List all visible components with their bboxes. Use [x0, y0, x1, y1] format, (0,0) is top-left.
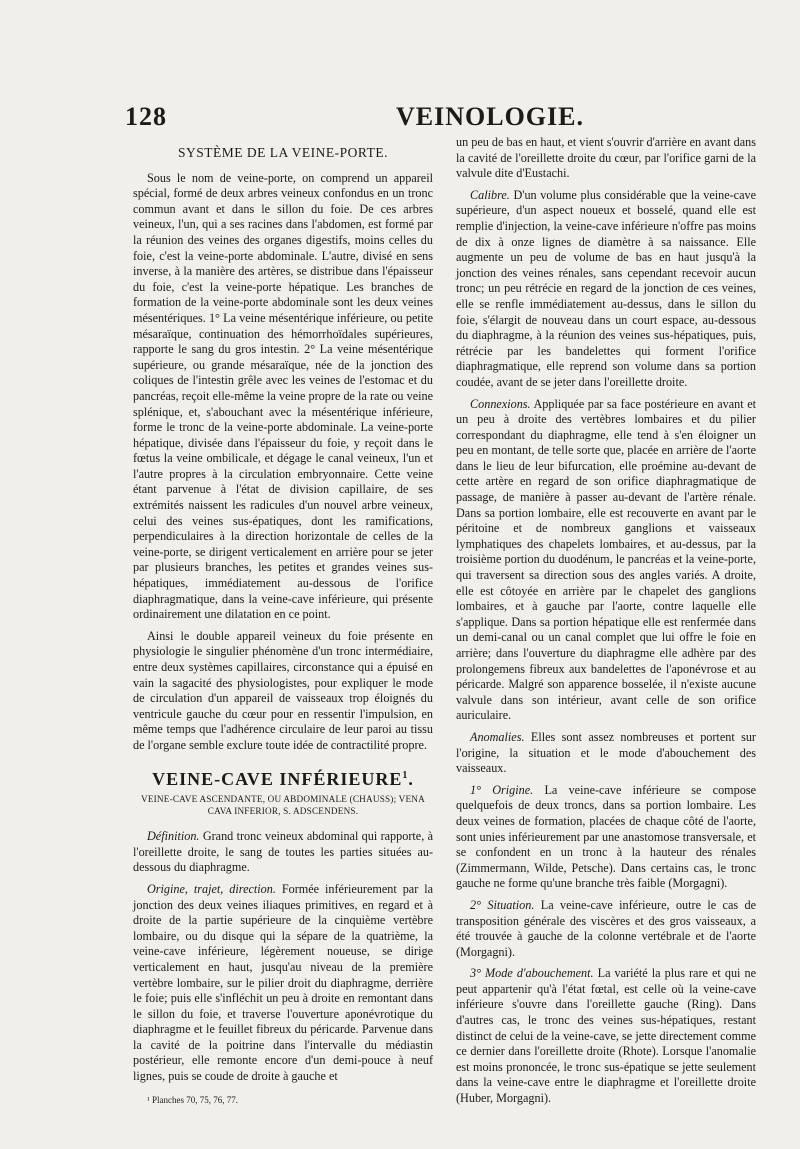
footnote: ¹ Planches 70, 75, 76, 77.: [147, 1094, 238, 1105]
paragraph-text: D'un volume plus considérable que la veine-cave supérieure, d'un aspect noueux et bosselé, quand elle est remplie d'injection, la veine-cave inférieure n'offre pas moins de dix à onze lignes de diamètre à sa naissance. Elle augmente un peu de volume de bas en haut jusqu'à la jonction des veines rénales, sans cependant recevoir aucun tronc; un peu rétrécie en regard de la jonction de ces veines, elle se renfle immédiatement au-dessus, dans le sillon du foie, s'élargit de nouveau dans un court espace, au-dessous du diaphragme, à la réunion des veines sus-hépatiques, puis, rétrécie par les bandelettes qui forment l'orifice diaphragmatique, elle reprend son volume dans sa portion coudée, avant de se jeter dans l'oreillette droite.: [456, 187, 756, 389]
chapter-title-text: VEINE-CAVE INFÉRIEURE: [152, 768, 403, 789]
paragraph-label: Origine, trajet, direction.: [147, 881, 276, 896]
paragraph-text: La veine-cave inférieure, outre le cas de transposition générale des viscères et des gros vaisseaux, a été trouvée à gauche de la colonne vertébrale et de l'aorte (Morgagni).: [456, 897, 756, 959]
paragraph-label: Définition.: [147, 829, 200, 844]
paragraph-label: Anomalies.: [470, 729, 525, 744]
paragraph-definition: [133, 829, 433, 876]
chapter-title: VEINE-CAVE INFÉRIEURE$^1$.: [152, 768, 414, 789]
page-number: 128: [125, 102, 167, 131]
running-head: VEINOLOGIE.: [396, 102, 584, 131]
paragraph-situation: [456, 898, 756, 960]
paragraph-calibre: [456, 188, 756, 391]
paragraph-text: Elles sont assez nombreuses et portent sur l'origine, la situation et le mode d'abouchement des vaisseaux.: [456, 729, 756, 776]
footnote-mark: 1: [402, 769, 409, 781]
synonyms-line: VEINE-CAVE ASCENDANTE, OU ABDOMINALE (CHAUSS); VENA CAVA INFERIOR, S. ADSCENDENS.: [141, 794, 425, 817]
paragraph-text: Formée inférieurement par la jonction des deux veines iliaques primitives, en regard et à droite de la partie supérieure de la cinquième vertèbre lombaire, ou du disque qui la sépare de la quatrième, la veine-cave inférieure, légèrement noueuse, se dirige verticalement en haut, jusqu'au niveau de la première vertèbre lombaire, sur le pilier droit du diaphragme, derrière le foie; puis elle s'infléchit un peu à droite en remontant dans le sillon du foie, et traverse l'ouverture aponévrotique du diaphragme et le feuillet fibreux du péricarde. Parvenue dans la cavité de la poitrine dans l'intervalle du médiastin postérieur, elle remonte encore d'un demi-pouce à neuf lignes, puis se coude de droite à gauche et: [133, 881, 433, 1084]
paragraph-origin: [133, 882, 433, 1085]
paragraph-text: La veine-cave inférieure se compose quelquefois de deux troncs, dans sa portion lombaire. Les deux veines de formation, placées de chaque côté de l'aorte, sont unies inférieurement par une anastomose transversale, et se confondent en un tronc à la hauteur des rénales (Zimmermann, Wilde, Petsche). Dans certains cas, le tronc gauche ne forme qu'une branche très faible (Morgagni).: [456, 782, 756, 891]
paragraph-label: 2° Situation.: [470, 897, 535, 912]
section-title: SYSTÈME DE LA VEINE-PORTE.: [178, 145, 388, 160]
right-column: [456, 135, 756, 1113]
paragraph-text: Appliquée par sa face postérieure en avant et un peu à droite des vertèbres lombaires et du pilier correspondant du diaphragme, elle tend à s'en éloigner un peu en montant, de telle sorte que, placée en arrière de l'aorte dans le lieu de leur bifurcation, elle proémine au-devant de cette artère en regard de son orifice diaphragmatique de passage, de manière à passer au-devant de l'artère rénale. Dans sa portion lombaire, elle est recouverte en avant par le péritoine et de nombreux ganglions et vaisseaux lymphatiques des chapelets lombaires, et au-dessus, par la troisième portion du duodénum, le pancréas et la veine-porte, qui traversent sa direction sous des angles variés. A droite, elle est côtoyée en arrière par le chapelet des ganglions lombaires, et à gauche par l'aorte, contre laquelle elle s'applique. Dans sa portion hépatique elle est renfermée dans un demi-canal ou un canal complet que lui offre le foie en arrière; dans l'ouverture du diaphragme elle adhère par des prolongemens fibreux aux bandelettes de l'aponévrose et au péricarde. Malgré son apparence bosselée, il n'existe aucune valvule dans son intérieur, avant celle de son orifice auriculaire.: [456, 396, 756, 723]
paragraph-label: 1° Origine.: [470, 782, 534, 797]
paragraph-label: Calibre.: [470, 187, 510, 202]
paragraph: Sous le nom de veine-porte, on comprend un appareil spécial, formé de deux arbres veineux confondus en un tronc commun avant et dans le sillon du foie. De ces arbres veineux, l'un, qui a ses racines dans l'abdomen, est formé par la réunion des veines des organes digestifs, moins celles du foie, c'est la veine-porte abdominale. L'autre, divisé en sens inverse, à la manière des artères, se distribue dans l'épaisseur du foie, c'est la veine-porte hépatique. Les branches de formation de la veine-porte abdominale sont les deux veines mésentériques. 1° La veine mésentérique inférieure, ou petite mésaraïque, continuation des hémorrhoïdales supérieures, rapporte le sang du gros intestin. 2° La veine mésentérique supérieure, ou grande mésaraïque, née de la jonction des coliques de l'intestin grêle avec les veines de l'estomac et du pancréas, reçoit elle-même la veine propre de la rate ou veine splénique, et, s'abouchant avec la mésentérique inférieure, forme le tronc de la veine-porte abdominale. La veine-porte hépatique, divisée dans l'épaisseur du foie, y reçoit dans le fœtus la veine ombilicale, et dégage le canal veineux, l'un et l'autre propres à la circulation embryonnaire. Cette veine étant parvenue à l'état de division capillaire, de ses extrémités naissent les radicules d'un nouvel arbre veineux, celui des veines sus-épatiques, dont les ramifications, perpendiculaires à la direction horizontale de celles de la veine-porte, se dirigent verticalement en arrière pour se jeter par plusieurs branches, les petites et grandes veines sus-hépatiques, immédiatement au-dessous de l'orifice diaphragmatique, dans la veine-cave inférieure, qui présente ordinairement une dilatation en ce point.: [133, 170, 433, 622]
paragraph: Ainsi le double appareil veineux du foie présente en physiologie le singulier phénomène d'un tronc intermédiaire, entre deux systèmes capillaires, circonstance qui a épuisé en vain la sagacité des physiologistes, pour expliquer le mode de circulation d'un appareil de vaisseaux trop éloignés du ventricule gauche du cœur pour en ressentir l'impulsion, en même temps que l'adhérence circulaire de leur paroi au tissu de l'organe semble exclure toute idée de contractilité propre.: [133, 628, 433, 752]
left-column: [133, 145, 433, 1108]
paragraph: un peu de bas en haut, et vient s'ouvrir d'arrière en avant dans la cavité de l'oreillette droite du cœur, par l'orifice garni de la valvule dite d'Eustachi.: [456, 135, 756, 181]
paragraph-text: Grand tronc veineux abdominal qui rapporte, à l'oreillette droite, le sang de toutes les parties situées au-dessous du diaphragme.: [133, 829, 433, 875]
paragraph-origine: [456, 783, 756, 892]
paragraph-connexions: [456, 397, 756, 724]
paragraph-anomalies: [456, 730, 756, 777]
paragraph-label: 3° Mode d'abouchement.: [470, 966, 594, 981]
paragraph-label: Connexions.: [470, 396, 531, 411]
paragraph-text: La variété la plus rare et qui ne peut appartenir qu'à l'état fœtal, est celle où la veine-cave inférieure s'ouvre dans l'oreillette gauche (Ring). Dans d'autres cas, le tronc des veines sus-hépatiques, restant distinct de celui de la veine-cave, se jette directement comme ce dernier dans l'oreillette droite (Rhote). Lorsque l'anomalie est moins prononcée, le tronc sus-épatique se jette seulement dans la veine-cave entre le diaphragme et l'oreillette droite (Huber, Morgagni).: [456, 966, 756, 1106]
paragraph-abouchement: [456, 966, 756, 1106]
